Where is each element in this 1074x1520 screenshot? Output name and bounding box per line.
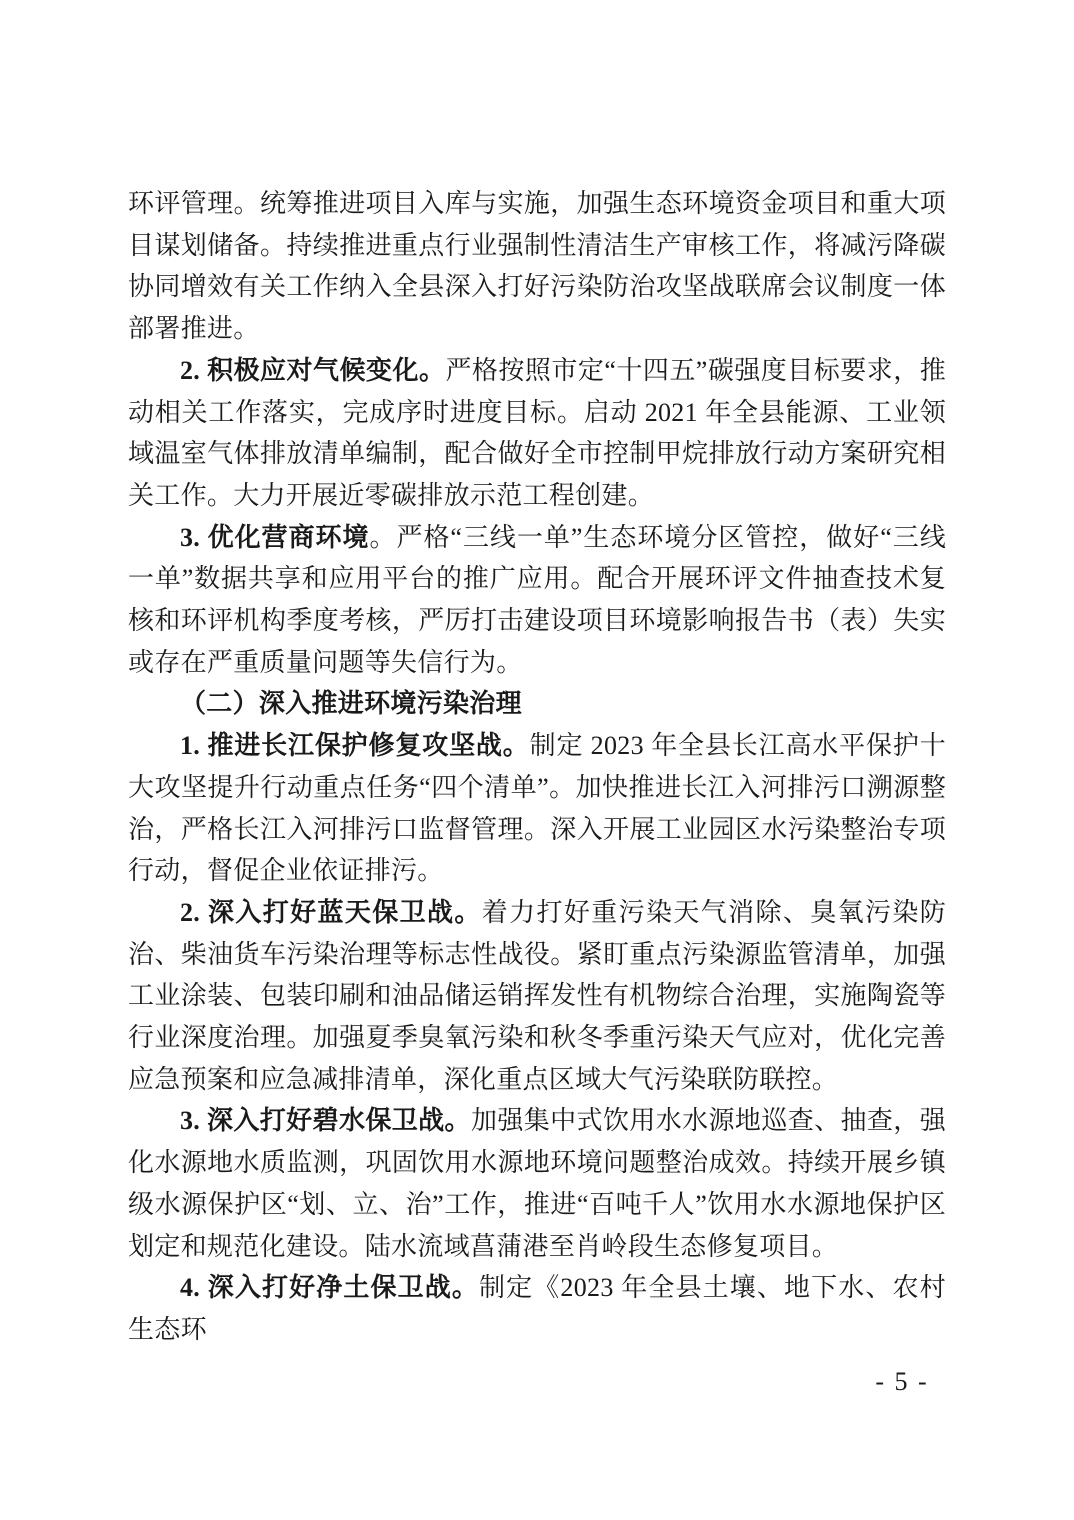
paragraph-text: 。严格“三线一单”生态环境分区管控，做好“三线一单”数据共享和应用平台的推广应用。配合开展环评文件抽查技术复核和环评机构季度考核，严厉打击建设项目环境影响报告书（表）失实或存在严重质量问题等失信行为。 [128,522,946,677]
paragraph-lead: 2. 深入打好蓝天保卫战。 [180,897,482,927]
paragraph-yangtze-protection [128,725,946,892]
paragraph-climate-change [128,350,946,517]
paragraph-text: 环评管理。统筹推进项目入库与实施，加强生态环境资金项目和重大项目谋划储备。持续推进重点行业强制性清洁生产审核工作，将减污降碳协同增效有关工作纳入全县深入打好污染防治攻坚战联席会议制度一体部署推进。 [128,189,946,344]
section-heading [128,683,946,725]
paragraph-text: 严格按照市定“十四五”碳强度目标要求，推动相关工作落实，完成序时进度目标。启动 2021 年全县能源、工业领域温室气体排放清单编制，配合做好全市控制甲烷排放行动方案研究相关工作。大力开展近零碳排放示范工程创建。 [128,355,946,510]
section-heading-text: （二）深入推进环境污染治理 [180,689,522,719]
paragraph-lead: 4. 深入打好净土保卫战。 [180,1273,480,1303]
paragraph-lead: 2. 积极应对气候变化。 [180,355,446,385]
paragraph-lead: 1. 推进长江保护修复攻坚战。 [180,731,530,761]
page-number: - 5 - [875,1367,929,1396]
paragraph-lead: 3. 深入打好碧水保卫战。 [180,1106,471,1136]
paragraph-continuation [128,183,946,350]
paragraph-clean-soil [128,1267,946,1350]
paragraph-text: 制定《2023 年全县土壤、地下水、农村生态环 [128,1273,946,1344]
paragraph-blue-sky [128,892,946,1101]
paragraph-clear-water [128,1100,946,1267]
paragraph-text: 加强集中式饮用水水源地巡查、抽查，强化水源地水质监测，巩固饮用水源地环境问题整治成效。持续开展乡镇级水源保护区“划、立、治”工作，推进“百吨千人”饮用水水源地保护区划定和规范化建设。陆水流域菖蒲港至肖岭段生态修复项目。 [128,1106,947,1261]
paragraph-lead: 3. 优化营商环境 [180,522,370,552]
document-body [128,183,946,1351]
paragraph-text: 着力打好重污染天气消除、臭氧污染防治、柴油货车污染治理等标志性战役。紧盯重点污染源监管清单，加强工业涂装、包装印刷和油品储运销挥发性有机物综合治理，实施陶瓷等行业深度治理。加强夏季臭氧污染和秋冬季重污染天气应对，优化完善应急预案和应急减排清单，深化重点区域大气污染联防联控。 [128,897,946,1094]
paragraph-business-environment [128,517,946,684]
paragraph-text: 制定 2023 年全县长江高水平保护十大攻坚提升行动重点任务“四个清单”。加快推进长江入河排污口溯源整治，严格长江入河排污口监督管理。深入开展工业园区水污染整治专项行动，督促企业依证排污。 [128,731,946,886]
